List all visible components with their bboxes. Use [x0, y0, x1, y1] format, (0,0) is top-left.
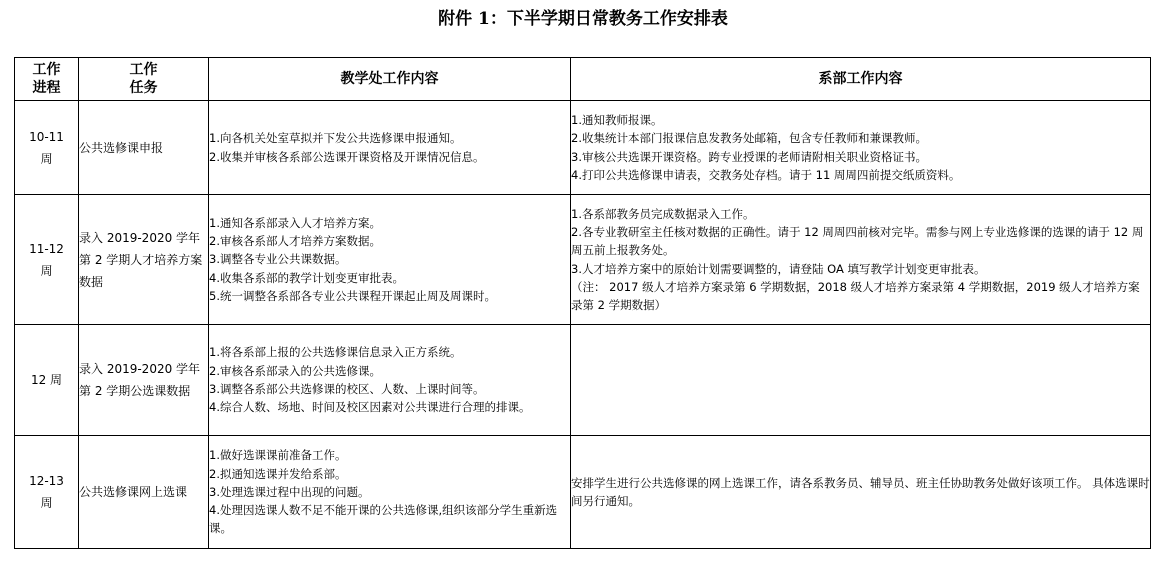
dept-item: （注： 2017 级人才培养方案录第 6 学期数据，2018 级人才培养方案录第 4 学期数据，2019 级人才培养方案录第 2 学期数据） [571, 279, 1140, 313]
period-cell: 11-12 周 [15, 195, 79, 325]
dept-content-cell [571, 325, 1151, 436]
header-period-label: 工作 进程 [32, 62, 61, 96]
dept-item: 4.打印公共选修课申请表，交教务处存档。请于 11 周周四前提交纸质资料。 [571, 167, 961, 182]
dept-item: 3.人才培养方案中的原始计划需要调整的，请登陆 OA 填写教学计划变更审批表。 [571, 261, 986, 276]
header-task-label: 工作 任务 [129, 62, 158, 96]
office-item: 1.向各机关处室草拟并下发公共选修课申报通知。 [209, 131, 462, 146]
header-period [15, 58, 79, 101]
dept-item: 2.收集统计本部门报课信息发教务处邮箱，包含专任教师和兼课教师。 [571, 131, 927, 146]
table-row [15, 325, 1151, 436]
office-item: 1.通知各系部录入人才培养方案。 [209, 215, 381, 230]
dept-content-cell [571, 101, 1151, 195]
office-item: 4.处理因选课人数不足不能开课的公共选修课,组织该部分学生重新选课。 [209, 503, 558, 536]
schedule-table [14, 57, 1151, 549]
dept-content-cell [571, 195, 1151, 325]
office-item: 5.统一调整各系部各专业公共课程开课起止周及周课时。 [209, 288, 496, 303]
task-cell: 录入 2019-2020 学年第 2 学期公选课数据 [79, 325, 209, 436]
office-item: 4.综合人数、场地、时间及校区因素对公共课进行合理的排课。 [209, 400, 531, 415]
table-row [15, 195, 1151, 325]
office-item: 3.调整各系部公共选修课的校区、人数、上课时间等。 [209, 382, 485, 396]
office-content-cell [209, 195, 571, 325]
task-cell: 公共选修课申报 [79, 101, 209, 195]
office-item: 2.审核各系部人才培养方案数据。 [209, 234, 381, 249]
office-item: 3.处理选课过程中出现的问题。 [209, 484, 370, 499]
period-cell: 12 周 [15, 325, 79, 436]
period-cell: 12-13 周 [15, 436, 79, 549]
office-item: 2.审核各系部录入的公共选修课。 [209, 363, 381, 378]
dept-item: 2.各专业教研室主任核对数据的正确性。请于 12 周周四前核对完毕。需参与网上专业选修课的选课的请于 12 周周五前上报教务处。 [571, 224, 1144, 258]
office-item: 2.拟通知选课并发给系部。 [209, 466, 347, 481]
dept-item: 1.各系部教务员完成数据录入工作。 [571, 206, 755, 221]
header-office-label: 教学处工作内容 [340, 71, 439, 87]
task-cell: 录入 2019-2020 学年第 2 学期人才培养方案数据 [79, 195, 209, 325]
office-item: 1.将各系部上报的公共选修课信息录入正方系统。 [209, 345, 462, 360]
dept-item: 3.审核公共选课开课资格。跨专业授课的老师请附相关职业资格证书。 [571, 149, 927, 164]
task-cell: 公共选修课网上选课 [79, 436, 209, 549]
table-header-row [15, 58, 1151, 101]
dept-item: 1.通知教师报课。 [571, 112, 663, 127]
period-cell: 10-11 周 [15, 101, 79, 195]
header-office-content [209, 58, 571, 101]
table-row [15, 436, 1151, 549]
office-content-cell [209, 436, 571, 549]
dept-content-cell [571, 436, 1151, 549]
office-item: 2.收集并审核各系部公选课开课资格及开课情况信息。 [209, 149, 485, 164]
office-item: 4.收集各系部的教学计划变更审批表。 [209, 270, 404, 285]
table-row [15, 101, 1151, 195]
dept-item: 安排学生进行公共选修课的网上选课工作，请各系教务员、辅导员、班主任协助教务处做好该项工作。 具体选课时间另行通知。 [571, 475, 1150, 508]
header-dept-content [571, 58, 1151, 101]
document-title: 附件 1：下半学期日常教务工作安排表 [438, 9, 728, 29]
office-content-cell [209, 325, 571, 436]
office-item: 1.做好选课课前准备工作。 [209, 448, 347, 463]
header-task [79, 58, 209, 101]
office-content-cell [209, 101, 571, 195]
header-dept-label: 系部工作内容 [818, 71, 903, 87]
office-item: 3.调整各专业公共课数据。 [209, 252, 347, 267]
